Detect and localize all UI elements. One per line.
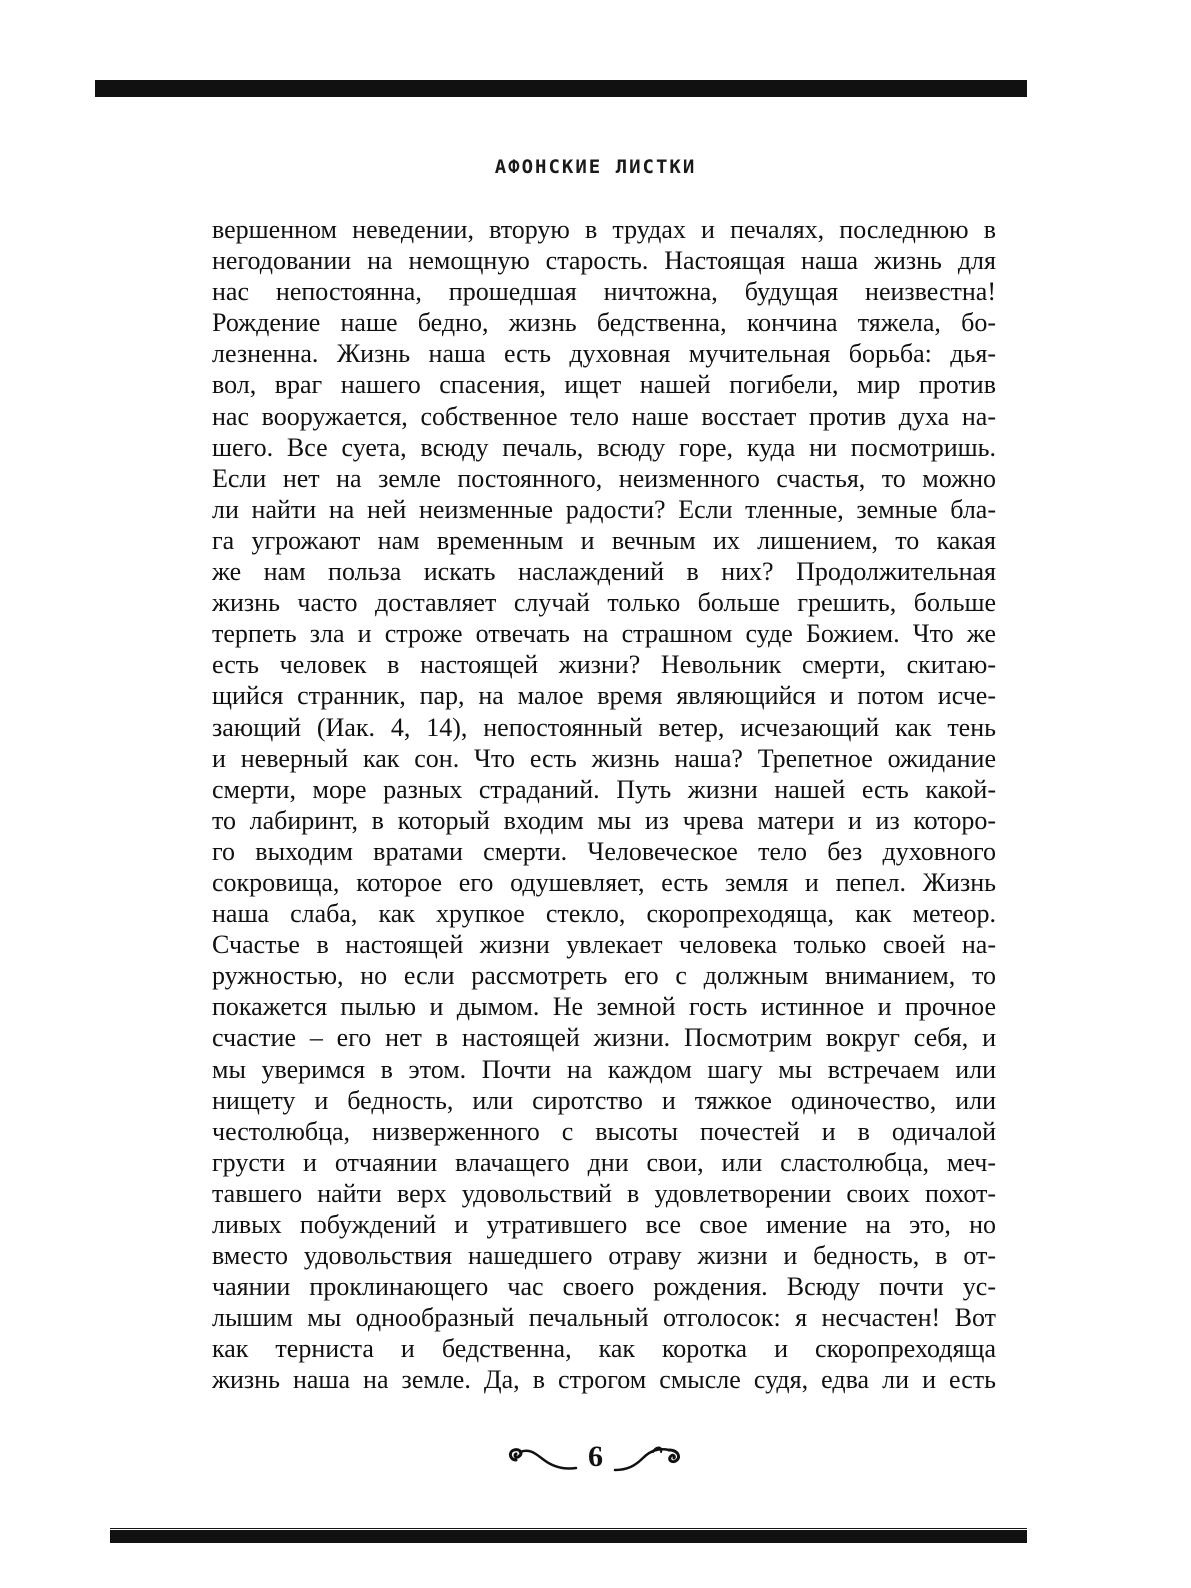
text-line: сокровища, которое его одушевляет, есть земля и пепел. Жизнь: [212, 867, 996, 897]
left-flourish-icon: [506, 1440, 578, 1474]
text-line: грусти и отчаянии влачащего дни свои, или сластолюбца, меч-: [212, 1147, 996, 1177]
page-folio: [0, 1440, 1191, 1474]
header-rule: [95, 82, 1027, 97]
text-line: нас вооружается, собственное тело наше восстает против духа на-: [212, 401, 996, 431]
text-line: Если нет на земле постоянного, неизменного счастья, то можно: [212, 463, 996, 493]
text-line: смерти, море разных страданий. Путь жизни нашей есть какой-: [212, 774, 996, 804]
text-line: Рождение наше бедно, жизнь бедственна, кончина тяжела, бо-: [212, 308, 996, 338]
text-line: есть человек в настоящей жизни? Невольник смерти, скитаю-: [212, 650, 996, 680]
text-line: Счастье в настоящей жизни увлекает человека только своей на-: [212, 930, 996, 960]
text-line: лезненна. Жизнь наша есть духовная мучительная борьба: дья-: [212, 339, 996, 369]
text-line: жизнь часто доставляет случай только больше грешить, больше: [212, 588, 996, 618]
text-line: зающий (Иак. 4, 14), непостоянный ветер, исчезающий как тень: [212, 712, 996, 742]
text-line: лышим мы однообразный печальный отголосок: я несчастен! Вот: [212, 1303, 996, 1333]
text-line: же нам польза искать наслаждений в них? Продолжительная: [212, 557, 996, 587]
text-line: нас непостоянна, прошедшая ничтожна, будущая неизвестна!: [212, 277, 996, 307]
text-line: вместо удовольствия нашедшего отраву жизни и бедность, в от-: [212, 1241, 996, 1271]
text-line: га угрожают нам временным и вечным их лишением, то какая: [212, 525, 996, 555]
text-line: чаянии проклинающего час своего рождения. Всюду почти ус-: [212, 1272, 996, 1302]
text-line: и неверный как сон. Что есть жизнь наша? Трепетное ожидание: [212, 743, 996, 773]
text-line: наша слаба, как хрупкое стекло, скоропреходяща, как метеор.: [212, 899, 996, 929]
text-line: ружностью, но если рассмотреть его с должным вниманием, то: [212, 961, 996, 991]
text-line: как терниста и бедственна, как коротка и скоропреходяща: [212, 1334, 996, 1364]
right-flourish-icon: [613, 1440, 685, 1474]
text-line: жизнь наша на земле. Да, в строгом смысле судя, едва ли и есть: [212, 1365, 996, 1395]
text-line: го выходим вратами смерти. Человеческое тело без духовного: [212, 836, 996, 866]
footer-rule: [110, 1530, 1027, 1543]
text-line: нищету и бедность, или сиротство и тяжкое одиночество, или: [212, 1085, 996, 1115]
text-line: щийся странник, пар, на малое время являющийся и потом исче-: [212, 681, 996, 711]
text-line: ли найти на ней неизменные радости? Если тленные, земные бла-: [212, 494, 996, 524]
text-line: вол, враг нашего спасения, ищет нашей погибели, мир против: [212, 370, 996, 400]
text-line: вершенном неведении, вторую в трудах и печалях, последнюю в: [212, 215, 996, 244]
text-line: ливых побуждений и утратившего все свое имение на это, но: [212, 1210, 996, 1239]
text-line: честолюбца, низверженного с высоты почестей и в одичалой: [212, 1116, 996, 1146]
text-line: то лабиринт, в который входим мы из чрева матери и из которо-: [212, 805, 996, 835]
text-line: тавшего найти верх удовольствий в удовлетворении своих похот-: [212, 1178, 996, 1208]
text-line: мы уверимся в этом. Почти на каждом шагу мы встречаем или: [212, 1054, 996, 1084]
text-line: негодовании на немощную старость. Настоящая наша жизнь для: [212, 246, 996, 276]
text-line: счастие – его нет в настоящей жизни. Посмотрим вокруг себя, и: [212, 1023, 996, 1053]
text-line: шего. Все суета, всюду печаль, всюду горе, куда ни посмотришь.: [212, 432, 996, 462]
footer-rule-thin: [110, 1528, 1027, 1529]
text-line: покажется пылью и дымом. Не земной гость истинное и прочное: [212, 992, 996, 1022]
body-text: [212, 214, 996, 1396]
running-head: АФОНСКИЕ ЛИСТКИ: [494, 156, 697, 178]
page-number: 6: [588, 1440, 603, 1473]
text-line: терпеть зла и строже отвечать на страшном суде Божием. Что же: [212, 619, 996, 649]
